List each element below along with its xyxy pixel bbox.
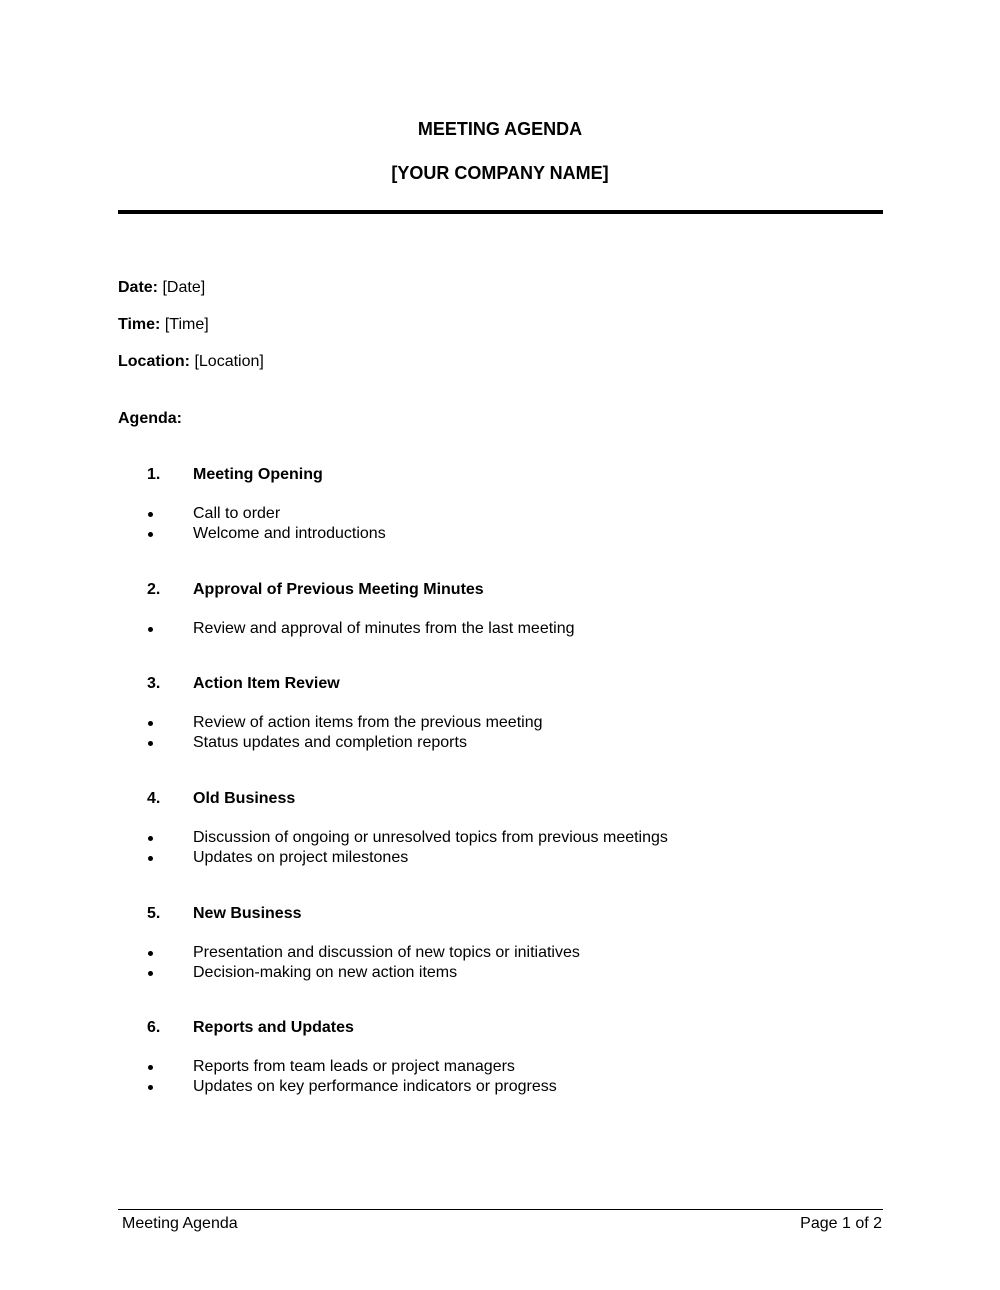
section-number: 1. xyxy=(147,466,161,483)
time-label: Time: xyxy=(118,316,161,333)
list-item-text: Review and approval of minutes from the last meeting xyxy=(193,620,575,637)
footer-divider xyxy=(118,1209,883,1210)
bullet-icon xyxy=(148,836,153,841)
bullet-icon xyxy=(148,1065,153,1070)
bullet-icon xyxy=(148,721,153,726)
time-line xyxy=(118,315,209,335)
location-value: [Location] xyxy=(194,353,264,370)
bullet-icon xyxy=(148,971,153,976)
date-line xyxy=(118,278,205,298)
section-title: Reports and Updates xyxy=(193,1019,354,1036)
section-title: Action Item Review xyxy=(193,675,340,692)
header-divider xyxy=(118,210,883,214)
section-number: 3. xyxy=(147,675,161,692)
list-item-text: Review of action items from the previous meeting xyxy=(193,714,543,731)
section-number: 6. xyxy=(147,1019,161,1036)
footer-page-number: Page 1 of 2 xyxy=(800,1215,882,1232)
bullet-icon xyxy=(148,627,153,632)
bullet-icon xyxy=(148,532,153,537)
section-number: 5. xyxy=(147,905,161,922)
section-number: 2. xyxy=(147,581,161,598)
bullet-icon xyxy=(148,741,153,746)
bullet-icon xyxy=(148,1085,153,1090)
location-label: Location: xyxy=(118,353,190,370)
section-title: New Business xyxy=(193,905,302,922)
agenda-label: Agenda: xyxy=(118,410,182,427)
company-name: [YOUR COMPANY NAME] xyxy=(391,163,609,183)
bullet-icon xyxy=(148,512,153,517)
section-title: Meeting Opening xyxy=(193,466,323,483)
bullet-icon xyxy=(148,951,153,956)
time-value: [Time] xyxy=(164,316,209,333)
date-label: Date: xyxy=(118,279,159,296)
list-item-text: Presentation and discussion of new topics or initiatives xyxy=(193,944,580,961)
list-item-text: Discussion of ongoing or unresolved topics from previous meetings xyxy=(193,829,668,846)
document-title: MEETING AGENDA xyxy=(417,119,583,139)
section-number: 4. xyxy=(147,790,161,807)
location-line xyxy=(118,352,264,372)
list-item-text: Updates on project milestones xyxy=(193,849,409,866)
list-item-text: Call to order xyxy=(193,505,281,522)
list-item-text: Decision-making on new action items xyxy=(193,964,458,981)
date-value: [Date] xyxy=(162,279,206,296)
list-item-text: Welcome and introductions xyxy=(193,525,386,542)
footer-document-name: Meeting Agenda xyxy=(122,1215,238,1232)
section-title: Approval of Previous Meeting Minutes xyxy=(193,581,484,598)
list-item-text: Updates on key performance indicators or progress xyxy=(193,1078,557,1095)
list-item-text: Status updates and completion reports xyxy=(193,734,467,751)
list-item-text: Reports from team leads or project managers xyxy=(193,1058,515,1075)
agenda-heading xyxy=(118,409,182,429)
section-title: Old Business xyxy=(193,790,296,807)
bullet-icon xyxy=(148,856,153,861)
